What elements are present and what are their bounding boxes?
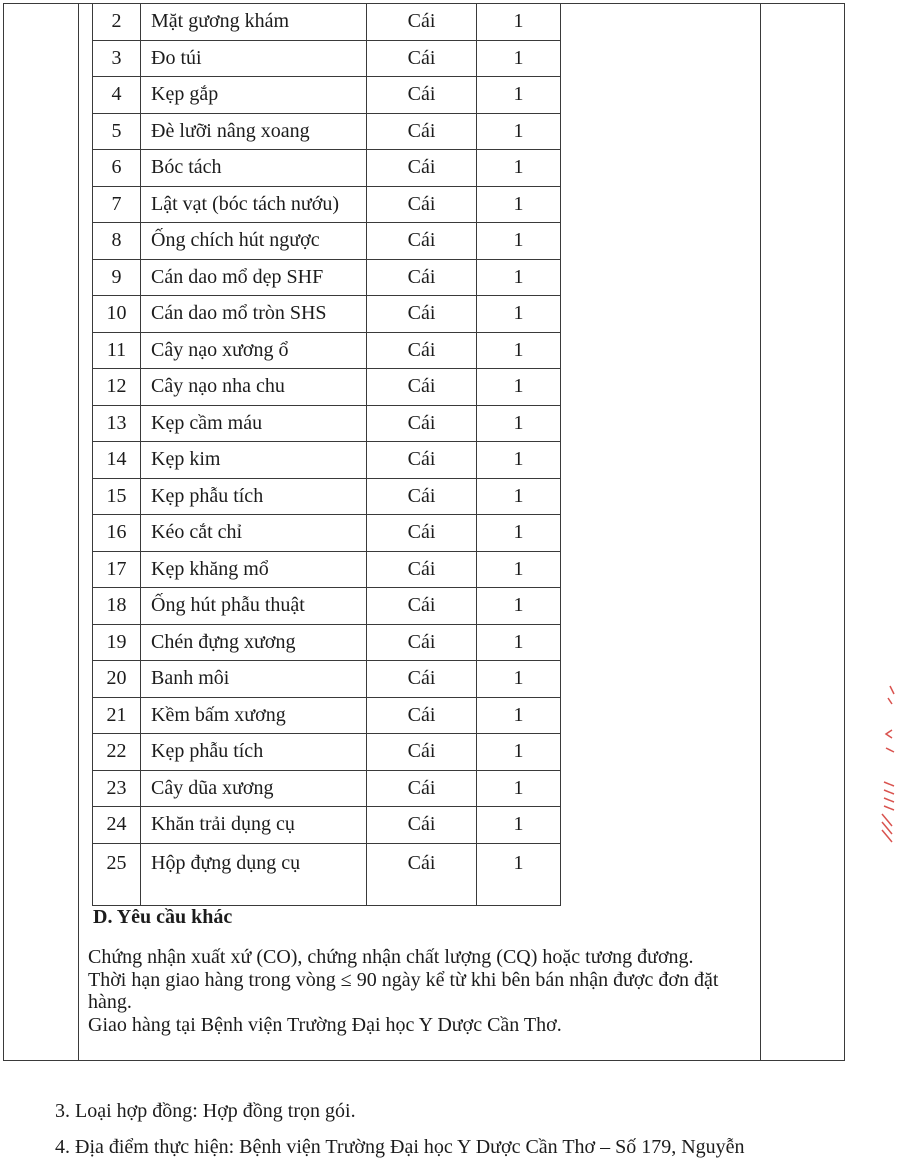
item-number: 8 <box>93 223 141 260</box>
item-name: Mặt gương khám <box>141 4 367 41</box>
table-row <box>93 296 561 333</box>
item-name: Bóc tách <box>141 150 367 187</box>
item-number: 2 <box>93 4 141 41</box>
item-quantity: 1 <box>477 113 561 150</box>
table-row <box>93 734 561 771</box>
item-number: 16 <box>93 515 141 552</box>
requirement-line: Chứng nhận xuất xứ (CO), chứng nhận chất lượng (CQ) hoặc tương đương. <box>88 946 694 968</box>
item-quantity: 1 <box>477 77 561 114</box>
item-name: Chén đựng xương <box>141 624 367 661</box>
table-row <box>93 442 561 479</box>
table-row <box>93 515 561 552</box>
item-number: 13 <box>93 405 141 442</box>
item-quantity: 1 <box>477 259 561 296</box>
item-unit: Cái <box>367 405 477 442</box>
item-name: Ống hút phẫu thuật <box>141 588 367 625</box>
item-name: Cây nạo nha chu <box>141 369 367 406</box>
table-row <box>93 77 561 114</box>
item-number: 4 <box>93 77 141 114</box>
item-unit: Cái <box>367 4 477 41</box>
item-number: 6 <box>93 150 141 187</box>
item-name: Cây nạo xương ổ <box>141 332 367 369</box>
item-quantity: 1 <box>477 734 561 771</box>
item-quantity: 1 <box>477 515 561 552</box>
item-unit: Cái <box>367 442 477 479</box>
table-row <box>93 588 561 625</box>
item-number: 5 <box>93 113 141 150</box>
item-quantity: 1 <box>477 186 561 223</box>
item-unit: Cái <box>367 77 477 114</box>
contract-type-line: 3. Loại hợp đồng: Hợp đồng trọn gói. <box>55 1100 356 1122</box>
item-unit: Cái <box>367 624 477 661</box>
item-name: Đo túi <box>141 40 367 77</box>
table-row <box>93 369 561 406</box>
item-number: 14 <box>93 442 141 479</box>
item-name: Kẹp phẫu tích <box>141 478 367 515</box>
table-row <box>93 113 561 150</box>
table-row <box>93 332 561 369</box>
item-unit: Cái <box>367 223 477 260</box>
item-quantity: 1 <box>477 624 561 661</box>
item-quantity: 1 <box>477 405 561 442</box>
item-quantity: 1 <box>477 661 561 698</box>
table-row <box>93 661 561 698</box>
item-unit: Cái <box>367 259 477 296</box>
item-number: 11 <box>93 332 141 369</box>
item-quantity: 1 <box>477 150 561 187</box>
item-number: 25 <box>93 843 141 905</box>
item-quantity: 1 <box>477 369 561 406</box>
item-name: Kẹp khăng mổ <box>141 551 367 588</box>
table-row <box>93 478 561 515</box>
item-number: 10 <box>93 296 141 333</box>
item-quantity: 1 <box>477 442 561 479</box>
item-name: Cây dũa xương <box>141 770 367 807</box>
item-unit: Cái <box>367 478 477 515</box>
location-line: 4. Địa điểm thực hiện: Bệnh viện Trường Đại học Y Dược Cần Thơ – Số 179, Nguyễn <box>55 1136 745 1158</box>
frame-divider-left <box>78 4 79 1060</box>
item-name: Kẹp kim <box>141 442 367 479</box>
item-name: Lật vạt (bóc tách nướu) <box>141 186 367 223</box>
item-number: 21 <box>93 697 141 734</box>
item-quantity: 1 <box>477 588 561 625</box>
item-quantity: 1 <box>477 770 561 807</box>
item-name: Hộp đựng dụng cụ <box>141 843 367 905</box>
item-unit: Cái <box>367 697 477 734</box>
item-name: Cán dao mổ tròn SHS <box>141 296 367 333</box>
item-unit: Cái <box>367 332 477 369</box>
item-quantity: 1 <box>477 843 561 905</box>
table-row <box>93 807 561 844</box>
table-row <box>93 551 561 588</box>
item-number: 12 <box>93 369 141 406</box>
item-quantity: 1 <box>477 4 561 41</box>
table-row <box>93 697 561 734</box>
partial-stamp-mark <box>878 682 900 852</box>
item-unit: Cái <box>367 734 477 771</box>
item-unit: Cái <box>367 661 477 698</box>
item-number: 20 <box>93 661 141 698</box>
item-name: Khăn trải dụng cụ <box>141 807 367 844</box>
item-number: 19 <box>93 624 141 661</box>
other-requirements-text <box>88 946 756 1036</box>
item-unit: Cái <box>367 551 477 588</box>
item-number: 3 <box>93 40 141 77</box>
item-name: Kéo cắt chỉ <box>141 515 367 552</box>
item-name: Kềm bấm xương <box>141 697 367 734</box>
requirement-line: Giao hàng tại Bệnh viện Trường Đại học Y Dược Cần Thơ. <box>88 1013 562 1036</box>
requirement-line: Thời hạn giao hàng trong vòng ≤ 90 ngày kể từ khi bên bán nhận được đơn đặt hàng. <box>88 968 719 1013</box>
item-name: Kẹp gắp <box>141 77 367 114</box>
item-quantity: 1 <box>477 296 561 333</box>
item-name: Kẹp phẫu tích <box>141 734 367 771</box>
item-name: Cán dao mổ dẹp SHF <box>141 259 367 296</box>
table-row <box>93 405 561 442</box>
item-unit: Cái <box>367 369 477 406</box>
item-quantity: 1 <box>477 697 561 734</box>
item-quantity: 1 <box>477 40 561 77</box>
table-row <box>93 4 561 41</box>
item-number: 17 <box>93 551 141 588</box>
table-row <box>93 150 561 187</box>
item-quantity: 1 <box>477 807 561 844</box>
item-unit: Cái <box>367 843 477 905</box>
table-row <box>93 624 561 661</box>
item-unit: Cái <box>367 40 477 77</box>
item-unit: Cái <box>367 150 477 187</box>
item-number: 18 <box>93 588 141 625</box>
item-quantity: 1 <box>477 551 561 588</box>
item-number: 9 <box>93 259 141 296</box>
frame-divider-right <box>760 4 761 1060</box>
item-unit: Cái <box>367 807 477 844</box>
item-name: Đè lưỡi nâng xoang <box>141 113 367 150</box>
item-number: 7 <box>93 186 141 223</box>
item-quantity: 1 <box>477 223 561 260</box>
table-row <box>93 259 561 296</box>
table-row <box>93 843 561 905</box>
item-number: 23 <box>93 770 141 807</box>
instrument-table <box>92 3 561 906</box>
item-number: 24 <box>93 807 141 844</box>
table-row <box>93 770 561 807</box>
table-row <box>93 223 561 260</box>
item-quantity: 1 <box>477 332 561 369</box>
other-requirements-title: D. Yêu cầu khác <box>93 906 233 928</box>
item-number: 22 <box>93 734 141 771</box>
item-name: Banh môi <box>141 661 367 698</box>
item-unit: Cái <box>367 770 477 807</box>
item-quantity: 1 <box>477 478 561 515</box>
item-unit: Cái <box>367 588 477 625</box>
item-number: 15 <box>93 478 141 515</box>
item-unit: Cái <box>367 515 477 552</box>
item-name: Ống chích hút ngược <box>141 223 367 260</box>
item-unit: Cái <box>367 113 477 150</box>
table-row <box>93 40 561 77</box>
item-unit: Cái <box>367 186 477 223</box>
item-unit: Cái <box>367 296 477 333</box>
item-name: Kẹp cầm máu <box>141 405 367 442</box>
table-row <box>93 186 561 223</box>
